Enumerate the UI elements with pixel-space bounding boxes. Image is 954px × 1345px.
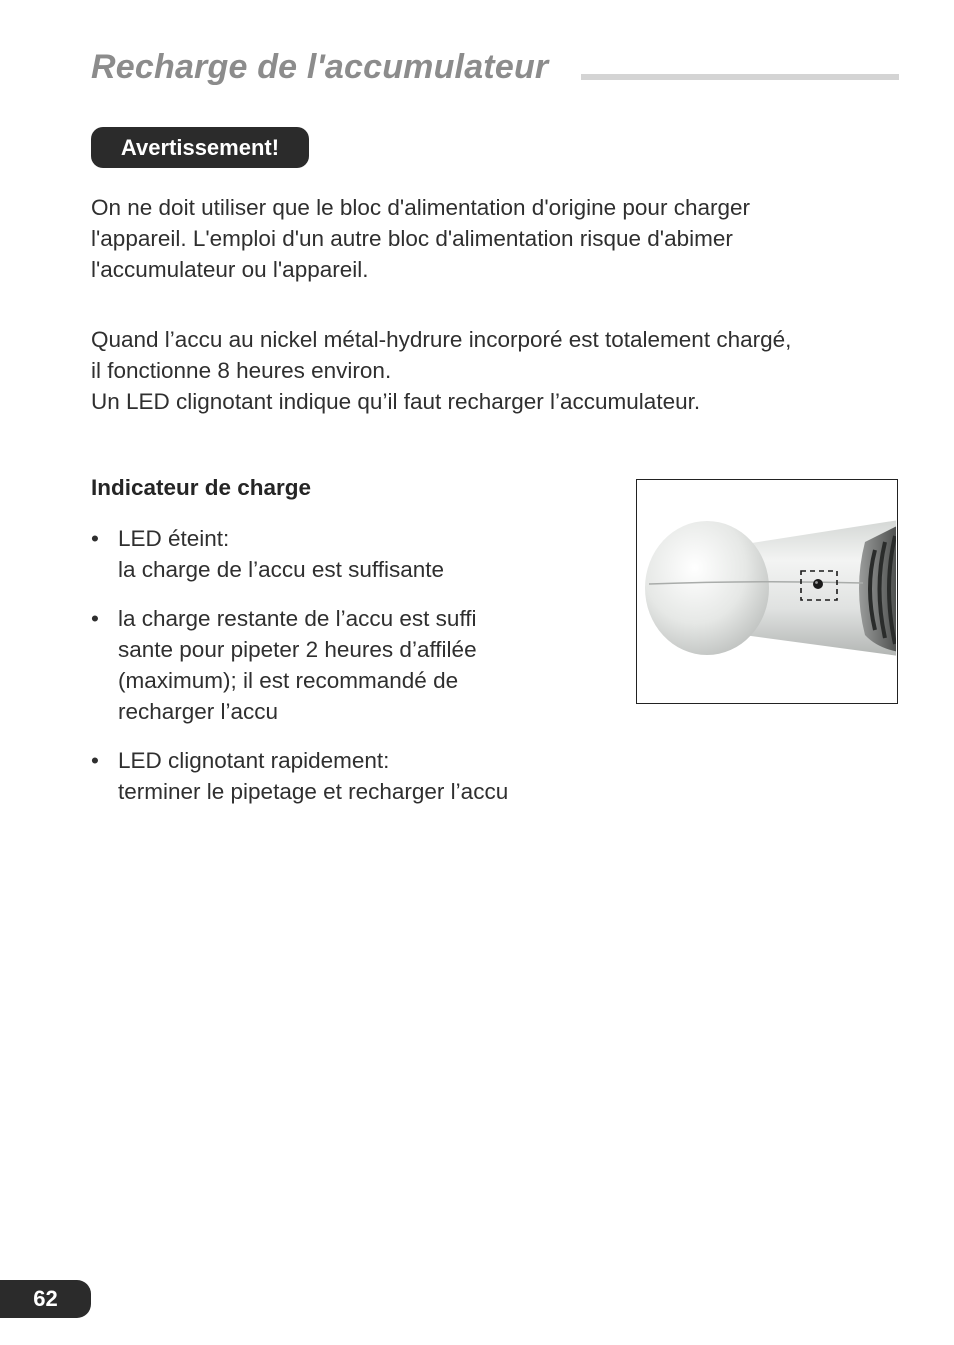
list-item [91, 603, 611, 727]
text-line: On ne doit utiliser que le bloc d'alimentation d'origine pour charger [91, 195, 750, 220]
charge-indicator-list [91, 523, 611, 825]
page-title: Recharge de l'accumulateur [91, 48, 549, 86]
warning-paragraph [91, 192, 750, 285]
text-line: l'appareil. L'emploi d'un autre bloc d'alimentation risque d'abimer [91, 226, 733, 251]
text-line: Un LED clignotant indique qu’il faut recharger l’accumulateur. [91, 389, 701, 414]
text-line: Quand l’accu au nickel métal-hydrure incorporé est totalement chargé, [91, 327, 792, 352]
device-photo [636, 479, 898, 704]
charge-indicator-heading: Indicateur de charge [91, 475, 312, 500]
text-line: la charge de l’accu est suffisante [118, 557, 445, 582]
pipette-handle-icon [637, 480, 896, 702]
text-line: LED éteint: [118, 526, 230, 551]
warning-badge: Avertissement! [91, 127, 309, 168]
text-line: terminer le pipetage et recharger l’accu [118, 779, 509, 804]
text-line: la charge restante de l’accu est suffi [118, 606, 477, 631]
text-line: (maximum); il est recommandé de [118, 668, 459, 693]
bullet-icon: • [91, 748, 99, 773]
text-line: il fonctionne 8 heures environ. [91, 358, 392, 383]
title-rule [581, 74, 899, 80]
text-line: l'accumulateur ou l'appareil. [91, 257, 369, 282]
text-line: LED clignotant rapidement: [118, 748, 390, 773]
battery-info-paragraph [91, 324, 791, 417]
bullet-icon: • [91, 606, 99, 631]
list-item [91, 523, 611, 585]
list-item [91, 745, 611, 807]
bullet-icon: • [91, 526, 99, 551]
text-line: sante pour pipeter 2 heures d’affilée [118, 637, 477, 662]
page-number: 62 [0, 1280, 91, 1318]
text-line: recharger l’accu [118, 699, 279, 724]
